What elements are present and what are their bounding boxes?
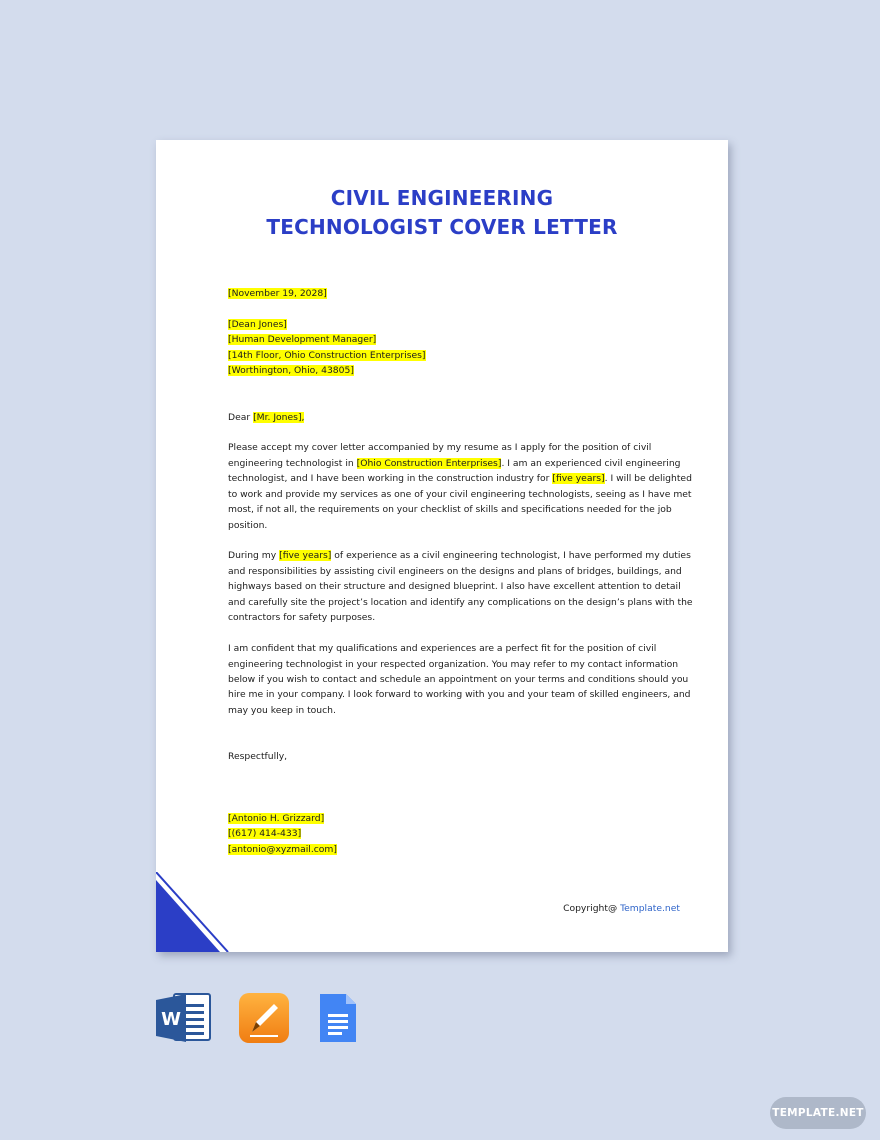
- letter-page: [156, 140, 728, 952]
- paragraph-line: highways based on their structure and designed blueprint. I also have excellent attention to detail: [228, 581, 681, 593]
- svg-text:W: W: [161, 1009, 181, 1030]
- recipient-address-line1: [14th Floor, Ohio Construction Enterprises]: [228, 349, 426, 361]
- paragraph-line: hire me in your company. I look forward to working with you and your team of skilled engineers, and: [228, 689, 691, 701]
- pages-icon[interactable]: [238, 992, 290, 1048]
- text-run: . I am an experienced civil engineering: [501, 457, 681, 469]
- paragraph-1: [228, 440, 692, 533]
- paragraph-line: Please accept my cover letter accompanied by my resume as I apply for the position of civil: [228, 442, 652, 454]
- title-line-2: TECHNOLOGIST COVER LETTER: [266, 215, 618, 239]
- paragraph-line: position.: [228, 519, 268, 531]
- paragraph-line: [228, 471, 692, 486]
- paragraph-line: contractors for safety purposes.: [228, 612, 376, 624]
- letter-body: [228, 286, 693, 857]
- salutation-prefix: Dear: [228, 411, 254, 423]
- copyright-link[interactable]: Template.net: [620, 903, 680, 914]
- paragraph-line: below if you wish to contact and schedule an appointment on your terms and conditions should you: [228, 673, 689, 685]
- document-title: [156, 184, 728, 242]
- salutation-name: [Mr. Jones],: [253, 411, 305, 423]
- years-field: [five years]: [552, 473, 605, 485]
- template-net-badge[interactable]: TEMPLATE.NET: [770, 1097, 866, 1129]
- paragraph-line: [228, 456, 688, 471]
- paragraph-line: most, if not all, the requirements on your checklist of skills and specifications needed for the job: [228, 504, 672, 516]
- text-run: technologist, and I have been working in the construction industry for: [228, 473, 553, 485]
- recipient-address-line2: [Worthington, Ohio, 43805]: [228, 365, 354, 377]
- salutation: [228, 410, 688, 425]
- sender-name: [Antonio H. Grizzard]: [228, 812, 325, 824]
- paragraph-3: [228, 641, 691, 718]
- copyright-notice: [563, 903, 680, 914]
- copyright-prefix: Copyright@: [563, 903, 621, 914]
- recipient-name: [Dean Jones]: [228, 318, 287, 330]
- paragraph-line: [228, 548, 691, 563]
- word-icon[interactable]: [156, 992, 212, 1048]
- text-run: of experience as a civil engineering technologist, I have performed my duties: [331, 550, 691, 562]
- date-field: [November 19, 2028]: [228, 288, 327, 299]
- corner-decoration: [156, 872, 236, 952]
- years-field: [five years]: [279, 550, 332, 562]
- paragraph-line: I am confident that my qualifications and experiences are a perfect fit for the position of civil: [228, 643, 657, 655]
- paragraph-line: to work and provide my services as one of your civil engineering technologists, seeing as I have met: [228, 488, 692, 500]
- paragraph-line: and responsibilities by assisting civil engineers on the designs and plans of bridges, buildings, and: [228, 565, 682, 577]
- sender-phone: [(617) 414-433]: [228, 828, 302, 840]
- paragraph-2: [228, 548, 693, 625]
- text-run: During my: [228, 550, 280, 562]
- text-run: . I will be delighted: [604, 473, 692, 485]
- paragraph-line: engineering technologist in your respected organization. You may refer to my contact information: [228, 658, 679, 670]
- google-docs-icon[interactable]: [318, 992, 358, 1048]
- recipient-position: [Human Development Manager]: [228, 334, 377, 346]
- paragraph-line: and carefully site the project’s location and identify any complications on the design’s plans with the: [228, 596, 693, 608]
- title-line-1: CIVIL ENGINEERING: [330, 186, 554, 210]
- paragraph-line: may you keep in touch.: [228, 704, 336, 716]
- sender-email: [antonio@xyzmail.com]: [228, 843, 337, 855]
- text-run: engineering technologist in: [228, 457, 357, 469]
- company-field: [Ohio Construction Enterprises]: [356, 457, 502, 469]
- closing: Respectfully,: [228, 751, 288, 763]
